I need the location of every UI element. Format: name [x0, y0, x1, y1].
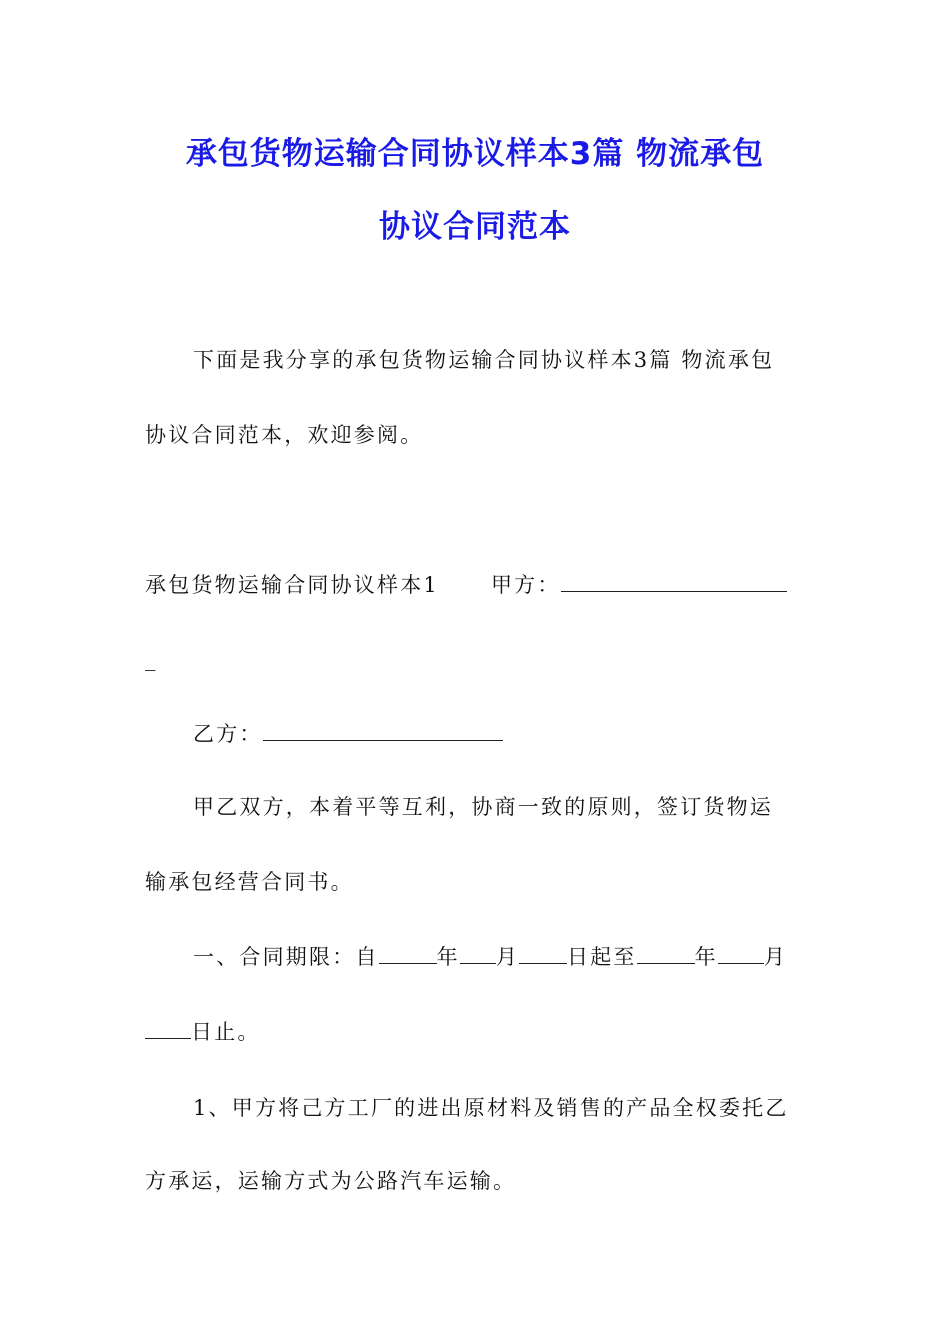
- start-month-text: 月: [495, 945, 520, 969]
- party-b-row: [193, 718, 503, 749]
- sample-1-heading-row: [145, 569, 787, 600]
- end-year-blank: [637, 941, 695, 964]
- start-month-blank: [460, 941, 496, 964]
- contract-term-row-2: [145, 1016, 261, 1047]
- party-a-blank-continuation: _: [145, 647, 158, 671]
- paragraph-1-line-2: 输承包经营合同书。: [145, 870, 354, 894]
- party-a-blank: [561, 569, 787, 592]
- intro-line-2: 协议合同范本，欢迎参阅。: [145, 423, 424, 447]
- end-year-text: 年: [694, 945, 718, 969]
- start-year-blank: [379, 941, 437, 964]
- item-1-line-2: 方承运，运输方式为公路汽车运输。: [145, 1169, 517, 1193]
- contract-term-row: [193, 941, 787, 972]
- item-1-line-1: 1、甲方将己方工厂的进出原材料及销售的产品全权委托乙: [193, 1096, 789, 1120]
- contract-term-label: 一、合同期限：自: [193, 945, 379, 969]
- party-b-blank: [263, 718, 503, 741]
- start-day-text: 日起至: [567, 945, 637, 969]
- document-title-line-2: 协议合同范本: [379, 209, 571, 245]
- document-title-line-1: 承包货物运输合同协议样本3篇 物流承包: [185, 136, 765, 172]
- paragraph-1-line-1: 甲乙双方，本着平等互利，协商一致的原则，签订货物运: [193, 795, 773, 819]
- party-b-label: 乙方：: [193, 722, 263, 746]
- end-day-text: 日止。: [191, 1020, 261, 1044]
- end-month-blank: [718, 941, 764, 964]
- sample-1-heading: 承包货物运输合同协议样本1: [145, 573, 439, 597]
- party-a-label: 甲方：: [490, 573, 561, 597]
- end-day-blank: [145, 1016, 191, 1039]
- end-month-text: 月: [763, 945, 788, 969]
- start-year-text: 年: [436, 945, 460, 969]
- intro-line-1: 下面是我分享的承包货物运输合同协议样本3篇 物流承包: [193, 348, 775, 372]
- start-day-blank: [519, 941, 567, 964]
